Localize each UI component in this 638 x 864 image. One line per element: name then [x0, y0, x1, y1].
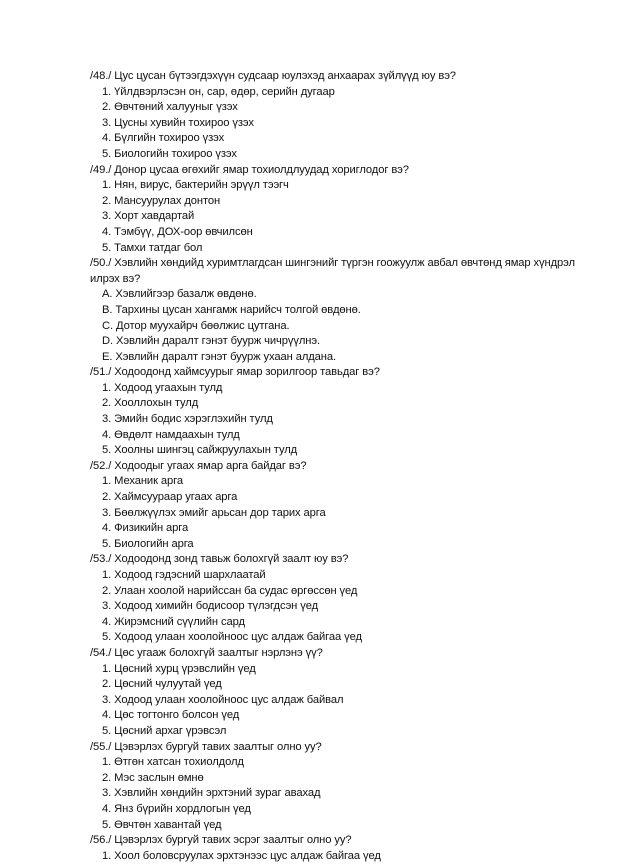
answer-option: 5. Ходоод улаан хоолойноос цус алдаж байгаа үед — [102, 631, 362, 644]
answer-option: 4. Янз бүрийн хордлогын үед — [102, 802, 251, 815]
answer-option: 3. Ходоод улаан хоолойноос цус алдаж байвал — [102, 693, 344, 706]
answer-option: 5. Цөсний архаг үрэвсэл — [102, 724, 227, 737]
answer-option: 5. Биологийн арга — [102, 537, 194, 550]
answer-option: 4. Цөс тогтонго болсон үед — [102, 709, 240, 722]
answer-option: 1. Ходоод угаахын тулд — [102, 381, 223, 394]
answer-option: 3. Цусны хувийн тохироо үзэх — [102, 116, 254, 129]
answer-option: 5. Тамхи татдаг бол — [102, 241, 203, 254]
question-text: /50./ Хэвлийн хөндийд хуримтлагдсан шингэнийг түргэн гоожуулж авбал өвчтөнд ямар хүндрэл илрэх вэ? — [90, 257, 575, 285]
question-text: /52./ Ходоодыг угаах ямар арга байдаг вэ? — [90, 459, 307, 472]
answer-option: 1. Өтгөн хатсан тохиолдолд — [102, 756, 244, 769]
answer-option: 4. Физикийн арга — [102, 522, 189, 535]
answer-option: 1. Цөсний хурц үрэвслийн үед — [102, 662, 256, 675]
answer-option: C. Дотор муухайрч бөөлжис цутгана. — [102, 319, 290, 332]
answer-option: 5. Өвчтөн хавантай үед — [102, 818, 222, 831]
answer-option: 2. Хаймсуураар угаах арга — [102, 491, 238, 504]
question-text: /53./ Ходоодонд зонд тавьж болохгүй заалт юу вэ? — [90, 553, 349, 566]
answer-option: 3. Эмийн бодис хэрэглэхийн тулд — [102, 413, 273, 426]
answer-option: E. Хэвлийн даралт гэнэт буурж ухаан алдана. — [102, 350, 337, 363]
answer-option: 5. Хоолны шингэц сайжруулахын тулд — [102, 444, 298, 457]
answer-option: 2. Цөсний чулуутай үед — [102, 678, 222, 691]
answer-option: 2. Мэс заслын өмнө — [102, 771, 204, 784]
answer-option: 5. Биологийн тохироо үзэх — [102, 147, 237, 160]
answer-option: 4. Жирэмсний сүүлийн сард — [102, 615, 245, 628]
answer-option: 4. Тэмбүү, ДОХ-оор өвчилсөн — [102, 225, 253, 238]
question-text: /51./ Ходоодонд хаймсуурыг ямар зорилгоор тавьдаг вэ? — [90, 366, 380, 379]
answer-option: A. Хэвлийгээр базалж өвдөнө. — [102, 288, 257, 301]
answer-option: 1. Үйлдвэрлэсэн он, сар, өдөр, серийн дугаар — [102, 85, 335, 98]
answer-option: B. Тархины цусан хангамж нарийсч толгой өвдөнө. — [102, 303, 361, 316]
answer-option: 2. Улаан хоолой нарийссан ба судас өргөссөн үед — [102, 584, 358, 597]
answer-option: 4. Өвдөлт намдаахын тулд — [102, 428, 240, 441]
question-text: /54./ Цөс угааж болохгүй заалтыг нэрлэнэ үү? — [90, 646, 323, 659]
answer-option: 2. Хооллохын тулд — [102, 397, 199, 410]
answer-option: 1. Нян, вирус, бактерийн эрүүл тээгч — [102, 179, 289, 192]
answer-option: 3. Бөөлжүүлэх эмийг арьсан дор тарих арга — [102, 506, 326, 519]
question-text: /56./ Цэвэрлэх бургуй тавих эсрэг заалтыг олно уу? — [90, 834, 352, 847]
answer-option: 3. Ходоод химийн бодисоор түлэгдсэн үед — [102, 600, 319, 613]
answer-option: 1. Хоол боловсруулах эрхтэнээс цус алдаж байгаа үед — [102, 849, 381, 862]
answer-option: 1. Механик арга — [102, 475, 183, 488]
answer-option: 3. Хэвлийн хөндийн эрхтэний зураг авахад — [102, 787, 321, 800]
answer-option: D. Хэвлийн даралт гэнэт буурж чичрүүлнэ. — [102, 335, 320, 348]
answer-option: 1. Ходоод гэдэсний шархлаатай — [102, 569, 266, 581]
answer-option: 4. Бүлгийн тохироо үзэх — [102, 132, 225, 145]
question-text: /49./ Донор цусаа өгөхийг ямар тохиолдлуудад хориглодог вэ? — [90, 163, 409, 176]
question-text: /48./ Цус цусан бүтээгдэхүүн судсаар юулэхэд анхаарах зүйлүүд юу вэ? — [90, 70, 456, 82]
answer-option: 2. Мансуурулах донтон — [102, 194, 221, 207]
answer-option: 2. Өвчтөний халууныг үзэх — [102, 101, 238, 114]
answer-option: 3. Хорт хавдартай — [102, 210, 195, 223]
document-body — [90, 69, 610, 864]
question-text: /55./ Цэвэрлэх бургуй тавих заалтыг олно уу? — [90, 740, 322, 753]
